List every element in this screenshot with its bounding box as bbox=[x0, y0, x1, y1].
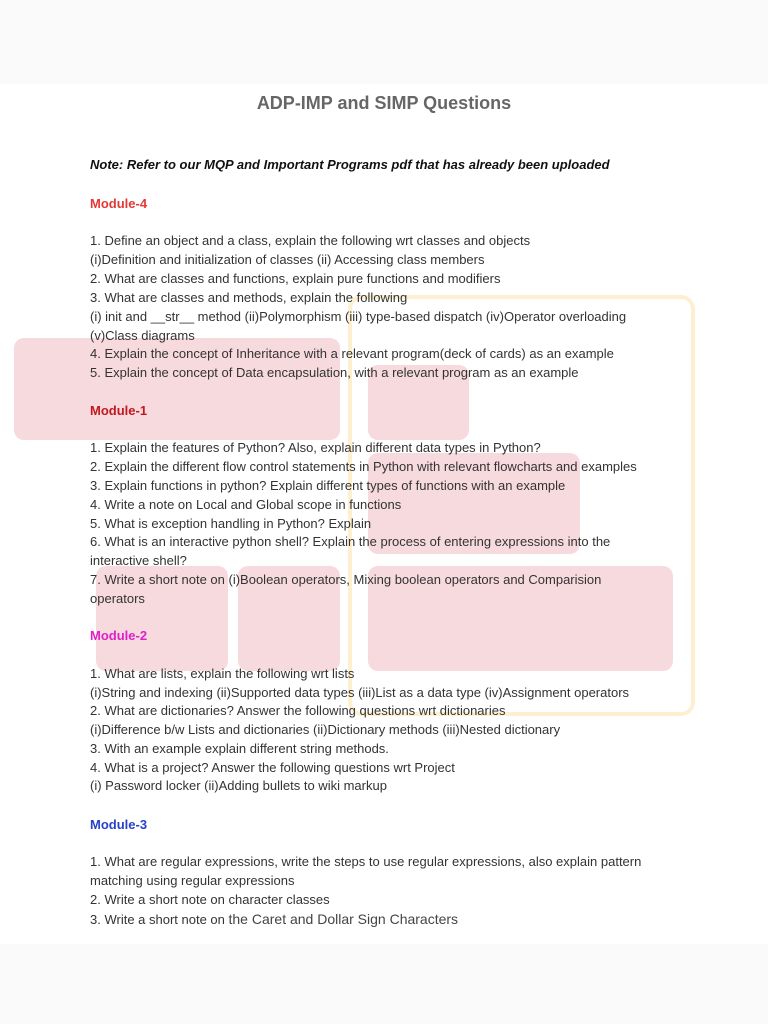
question-line: 1. Define an object and a class, explain the following wrt classes and objects bbox=[90, 233, 531, 248]
question-line: 4. Write a note on Local and Global scope in functions bbox=[90, 497, 402, 512]
question-line: 4. What is a project? Answer the following questions wrt Project bbox=[90, 760, 455, 775]
question-suffix: the Caret and Dollar Sign Characters bbox=[228, 911, 459, 927]
question-prefix: 3. Write a short note on bbox=[90, 912, 229, 927]
question-line: 5. What is exception handling in Python? Explain bbox=[90, 516, 372, 531]
module-1-heading: Module-1 bbox=[90, 403, 148, 418]
question-line: 2. Write a short note on character classes bbox=[90, 892, 330, 907]
question-line: interactive shell? bbox=[90, 553, 187, 568]
question-line: 6. What is an interactive python shell? Explain the process of entering expressions into the bbox=[90, 534, 611, 549]
question-line: 1. Explain the features of Python? Also, explain different data types in Python? bbox=[90, 440, 541, 455]
question-line: matching using regular expressions bbox=[90, 873, 295, 888]
question-line: 3. What are classes and methods, explain the following bbox=[90, 290, 408, 305]
document-title: ADP-IMP and SIMP Questions bbox=[256, 93, 512, 113]
question-line: (i)String and indexing (ii)Supported data types (iii)List as a data type (iv)Assignment operators bbox=[90, 685, 630, 700]
question-line: 2. Explain the different flow control statements in Python with relevant flowcharts and examples bbox=[90, 459, 637, 474]
module-2-heading: Module-2 bbox=[90, 628, 148, 643]
question-line: 3. With an example explain different string methods. bbox=[90, 741, 389, 756]
page-bottom-margin bbox=[0, 944, 768, 1024]
question-line: 5. Explain the concept of Data encapsulation, with a relevant program as an example bbox=[90, 365, 579, 380]
page-top-margin bbox=[0, 0, 768, 84]
question-line: 3. Explain functions in python? Explain different types of functions with an example bbox=[90, 478, 566, 493]
question-line: 7. Write a short note on (i)Boolean operators, Mixing boolean operators and Comparision bbox=[90, 572, 602, 587]
module-3-heading: Module-3 bbox=[90, 817, 148, 832]
question-line: (i) init and __str__ method (ii)Polymorphism (iii) type-based dispatch (iv)Operator overloading bbox=[90, 309, 627, 324]
question-line: (i)Difference b/w Lists and dictionaries (ii)Dictionary methods (iii)Nested dictionary bbox=[90, 722, 561, 737]
question-line: 1. What are regular expressions, write the steps to use regular expressions, also explain pattern bbox=[90, 854, 642, 869]
question-line: operators bbox=[90, 591, 145, 606]
question-line: 2. What are dictionaries? Answer the following questions wrt dictionaries bbox=[90, 703, 506, 718]
question-line: 4. Explain the concept of Inheritance with a relevant program(deck of cards) as an example bbox=[90, 346, 614, 361]
question-line: (i) Password locker (ii)Adding bullets to wiki markup bbox=[90, 778, 387, 793]
note-text: Note: Refer to our MQP and Important Programs pdf that has already been uploaded bbox=[90, 157, 610, 172]
question-line: (v)Class diagrams bbox=[90, 328, 195, 343]
question-line bbox=[90, 911, 458, 927]
question-line: (i)Definition and initialization of classes (ii) Accessing class members bbox=[90, 252, 485, 267]
module-4-heading: Module-4 bbox=[90, 196, 148, 211]
question-line: 1. What are lists, explain the following wrt lists bbox=[90, 666, 355, 681]
question-line: 2. What are classes and functions, explain pure functions and modifiers bbox=[90, 271, 501, 286]
